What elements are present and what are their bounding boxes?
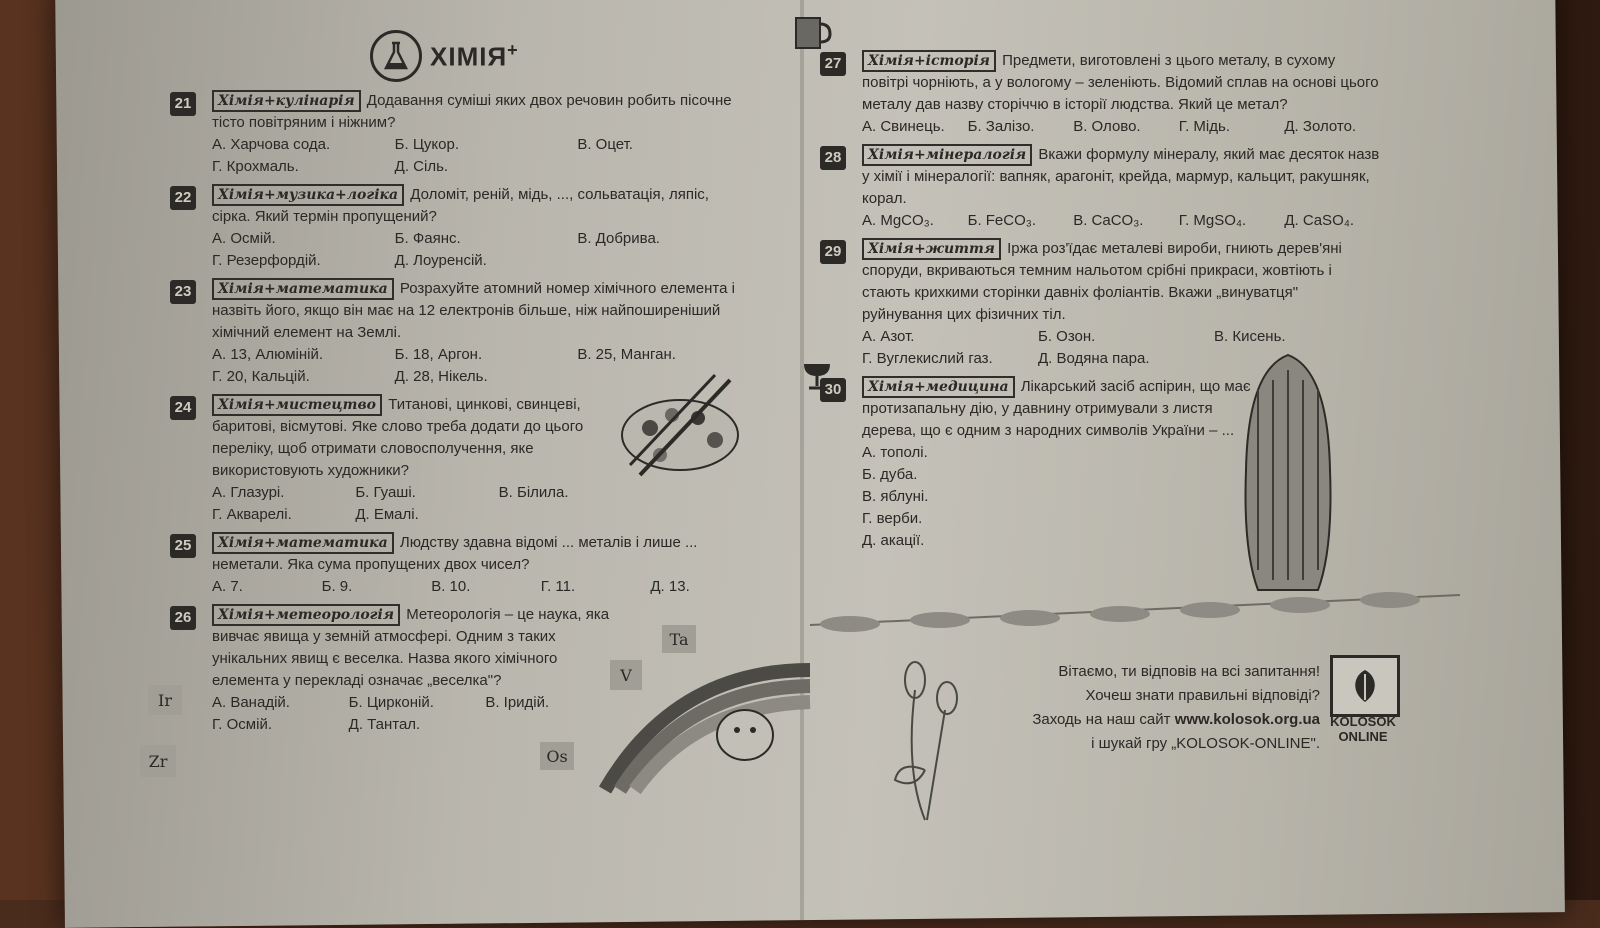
page-header [370, 30, 750, 82]
question-number: 28 [820, 146, 846, 170]
answer-a: А. тополі. [862, 444, 928, 461]
question-tag: Хімія+мистецтво [212, 394, 382, 416]
question-text: Метеорологія – це наука, яка вивчає явища у земній атмосфері. Одним з таких унікальних явищ є веселка. Назва якого хімічного елемента у перекладі означає „веселка"? [212, 606, 610, 689]
answer-d: Г. Крохмаль. [212, 158, 299, 175]
answer-b: Б. Залізо. [967, 118, 1035, 135]
question-text: Розрахуйте атомний номер хімічного елемента і назвіть його, якщо він має на 12 електронів більше, ніж найпоширеніший хімічний елемент на Землі. [212, 280, 735, 341]
answer-b: Б. Гуаші. [355, 484, 416, 501]
question-number: 23 [170, 280, 196, 304]
answer-a: А. MgCO₃. [862, 212, 934, 229]
answer-c: В. Іридій. [485, 694, 550, 711]
answer-c: В. 25, Манган. [577, 346, 676, 363]
answer-d: Г. Осмій. [212, 716, 272, 733]
answer-d: Г. 11. [540, 578, 576, 595]
willow-tree-illustration [1238, 350, 1338, 600]
footer-message [980, 660, 1320, 756]
answer-c: В. Олово. [1073, 118, 1141, 135]
question-number: 30 [820, 378, 846, 402]
question-number: 25 [170, 534, 196, 558]
question-tag: Хімія+мінералогія [862, 144, 1032, 166]
footer-line-4: і шукай гру „KOLOSOK-ONLINE". [1091, 735, 1320, 752]
wheat-ornament [810, 590, 1460, 640]
question-28 [820, 144, 1380, 232]
answer-e: Д. акації. [862, 532, 925, 549]
answer-d: Г. верби. [862, 510, 923, 527]
answer-c: В. Білила. [498, 484, 569, 501]
question-text: Вкажи формулу мінералу, який має десяток назв у хімії і мінералогії: вапняк, арагоніт, крейда, мармур, кальцит, ракушняк, корал. [862, 146, 1380, 207]
question-27 [820, 50, 1380, 138]
page-title: ХІМІЯ+ [430, 39, 519, 72]
question-number: 24 [170, 396, 196, 420]
question-tag: Хімія+музика+логіка [212, 184, 404, 206]
answer-options [212, 692, 612, 736]
element-tile-ta: Ta [662, 625, 696, 653]
element-tile-v: V [610, 660, 642, 690]
answer-a: А. Осмій. [212, 230, 276, 247]
answer-a: А. 7. [212, 578, 243, 595]
kolosok-logo-label: KOLOSOK ONLINE [1330, 714, 1396, 744]
question-22 [170, 184, 750, 272]
kolosok-leaf-icon [1330, 655, 1400, 717]
question-text: Додавання суміші яких двох речовин робить пісочне тісто повітряним і ніжним? [212, 92, 732, 131]
question-text: Лікарський засіб аспірин, що має протизапальну дію, у давнину отримували з листя дерева, що є одним з народних символів України – ... [862, 378, 1251, 439]
answer-options [862, 116, 1380, 138]
question-tag: Хімія+метеорологія [212, 604, 400, 626]
answer-options [212, 576, 750, 598]
answer-c: В. CaCO₃. [1073, 212, 1144, 229]
answer-b: Б. дуба. [862, 466, 918, 483]
answer-d: Г. Вуглекислий газ. [862, 350, 993, 367]
palette-illustration [620, 370, 750, 480]
answer-e: Д. Лоуренсій. [394, 252, 487, 269]
answer-e: Д. Емалі. [355, 506, 419, 523]
answer-options [212, 228, 750, 272]
answer-options [212, 134, 750, 178]
element-tile-os: Os [540, 742, 574, 770]
answer-d: Г. 20, Кальцій. [212, 368, 310, 385]
question-21 [170, 90, 750, 178]
answer-options [862, 210, 1380, 232]
medicine-bowl-icon [800, 350, 834, 390]
answer-e: Д. 13. [650, 578, 690, 595]
answer-e: Д. Водяна пара. [1038, 350, 1150, 367]
question-number: 22 [170, 186, 196, 210]
answer-a: А. Ванадій. [212, 694, 290, 711]
answer-a: А. 13, Алюміній. [212, 346, 324, 363]
answer-b: Б. 9. [321, 578, 353, 595]
answer-a: А. Свинець. [862, 118, 945, 135]
element-tile-ir: Ir [148, 685, 182, 715]
answer-b: Б. FeCO₃. [967, 212, 1037, 229]
mug-icon [790, 10, 834, 54]
question-tag: Хімія+медицина [862, 376, 1015, 398]
footer-line-1: Вітаємо, ти відповів на всі запитання! [1058, 663, 1320, 680]
answer-options [862, 442, 1252, 552]
question-tag: Хімія+історія [862, 50, 996, 72]
flask-icon [370, 30, 422, 82]
answer-c: В. Кисень. [1214, 328, 1286, 345]
question-number: 29 [820, 240, 846, 264]
question-text: Предмети, виготовлені з цього металу, в сухому повітрі чорніють, а у вологому – зеленіють. Відомий сплав на основі цього металу дав назву сторіччю в історії людства. Який це метал? [862, 52, 1379, 113]
answer-b: Б. Фаянс. [394, 230, 461, 247]
answer-c: В. 10. [431, 578, 471, 595]
question-tag: Хімія+життя [862, 238, 1001, 260]
answer-b: Б. Цукор. [394, 136, 460, 153]
question-24 [170, 394, 632, 526]
answer-b: Б. Цирконій. [348, 694, 434, 711]
footer-line-2: Хочеш знати правильні відповіді? [1085, 687, 1320, 704]
element-tile-zr: Zr [140, 745, 176, 777]
site-link[interactable]: www.kolosok.org.ua [1174, 711, 1320, 728]
footer-line-3: Заходь на наш сайт www.kolosok.org.ua [1032, 711, 1320, 728]
question-26 [170, 604, 612, 736]
answer-a: А. Харчова сода. [212, 136, 331, 153]
answer-a: А. Азот. [862, 328, 915, 345]
question-text: Доломіт, реній, мідь, ..., сольватація, ляпіс, сірка. Який термін пропущений? [212, 186, 709, 225]
answer-options [212, 482, 632, 526]
answer-d: Г. Мідь. [1178, 118, 1230, 135]
question-text: Титанові, цинкові, свинцеві, баритові, вісмутові. Яке слово треба додати до цього переліку, щоб отримати словосполучення, яке використовують художники? [212, 396, 584, 479]
question-30 [820, 376, 1252, 552]
question-tag: Хімія+математика [212, 278, 394, 300]
answer-d: Г. Резерфордій. [212, 252, 321, 269]
answer-a: А. Глазурі. [212, 484, 285, 501]
answer-e: Д. Тантал. [348, 716, 421, 733]
question-number: 21 [170, 92, 196, 116]
question-text: Людству здавна відомі ... металів і лише ... неметали. Яка сума пропущених двох чисел? [212, 534, 698, 573]
question-25 [170, 532, 750, 598]
answer-c: В. яблуні. [862, 488, 929, 505]
answer-d: Г. MgSO₄. [1178, 212, 1247, 229]
question-number: 27 [820, 52, 846, 76]
answer-e: Д. Сіль. [394, 158, 449, 175]
flower-illustration [885, 650, 975, 830]
answer-c: В. Добрива. [577, 230, 660, 247]
question-tag: Хімія+математика [212, 532, 394, 554]
answer-d: Г. Акварелі. [212, 506, 292, 523]
question-tag: Хімія+кулінарія [212, 90, 361, 112]
answer-b: Б. Озон. [1038, 328, 1096, 345]
answer-e: Д. 28, Нікель. [394, 368, 488, 385]
answer-b: Б. 18, Аргон. [394, 346, 483, 363]
answer-e: Д. Золото. [1284, 118, 1357, 135]
answer-c: В. Оцет. [577, 136, 633, 153]
answer-e: Д. CaSO₄. [1284, 212, 1355, 229]
question-number: 26 [170, 606, 196, 630]
question-text: Іржа роз'їдає металеві вироби, гниють дерев'яні споруди, вкриваються темним нальотом срібні прикраси, жовтіють і стають крихкими сторінки давніх фоліантів. Вкажи „винуватця" руйнування цих фізичних тіл. [862, 240, 1342, 323]
